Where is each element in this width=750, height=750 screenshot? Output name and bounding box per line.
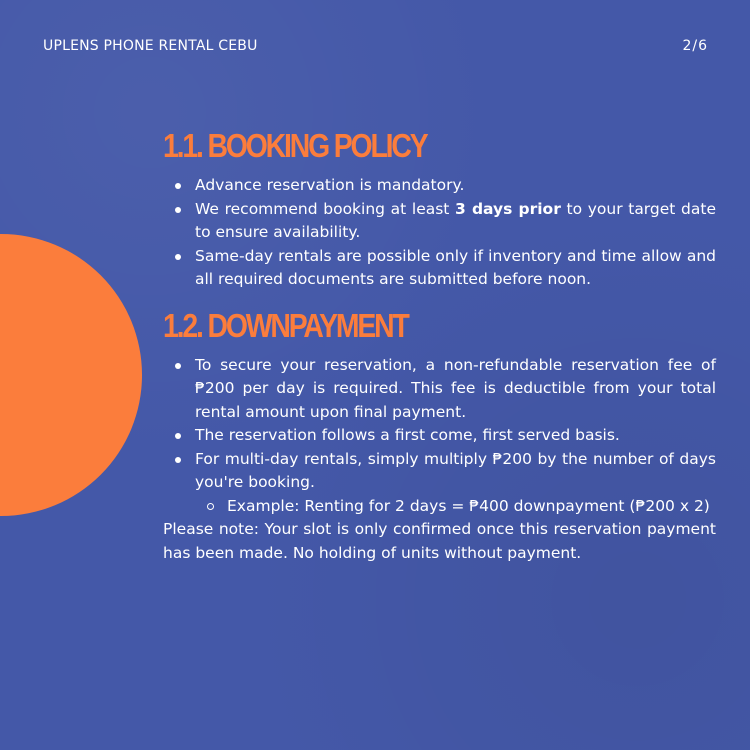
sub-list	[195, 495, 716, 519]
list-item: The reservation follows a first come, first served basis.	[163, 424, 716, 448]
list-item-text: We recommend booking at least	[195, 199, 456, 218]
list-item: Advance reservation is mandatory.	[163, 174, 716, 198]
page-indicator: 2/6	[682, 38, 708, 54]
sub-list-item: Example: Renting for 2 days = ₱400 downpayment (₱200 x 2)	[195, 495, 716, 519]
section-heading-downpayment: 1.2. DOWNPAYMENT	[163, 306, 408, 344]
list-item	[163, 448, 716, 519]
downpayment-list	[163, 354, 716, 519]
emphasis-text: 3 days prior	[455, 199, 561, 218]
section-heading-booking-policy: 1.1. BOOKING POLICY	[163, 127, 427, 164]
payment-note: Please note: Your slot is only confirmed once this reservation payment has been made. No holding of units without payment.	[163, 520, 716, 562]
list-item: To secure your reservation, a non-refundable reservation fee of ₱200 per day is required. This fee is deductible from your total rental amount upon final payment.	[163, 354, 716, 425]
content-column	[163, 120, 716, 565]
list-item-text: For multi-day rentals, simply multiply ₱200 by the number of days you're booking.	[195, 449, 716, 491]
brand-label: UPLENS PHONE RENTAL CEBU	[43, 38, 258, 54]
list-item: Same-day rentals are possible only if inventory and time allow and all required documents are submitted before noon.	[163, 245, 716, 292]
booking-policy-list	[163, 174, 716, 292]
list-item	[163, 198, 716, 245]
decorative-orange-circle	[0, 234, 142, 516]
list-item-text: to your target date to ensure availability.	[195, 199, 716, 241]
